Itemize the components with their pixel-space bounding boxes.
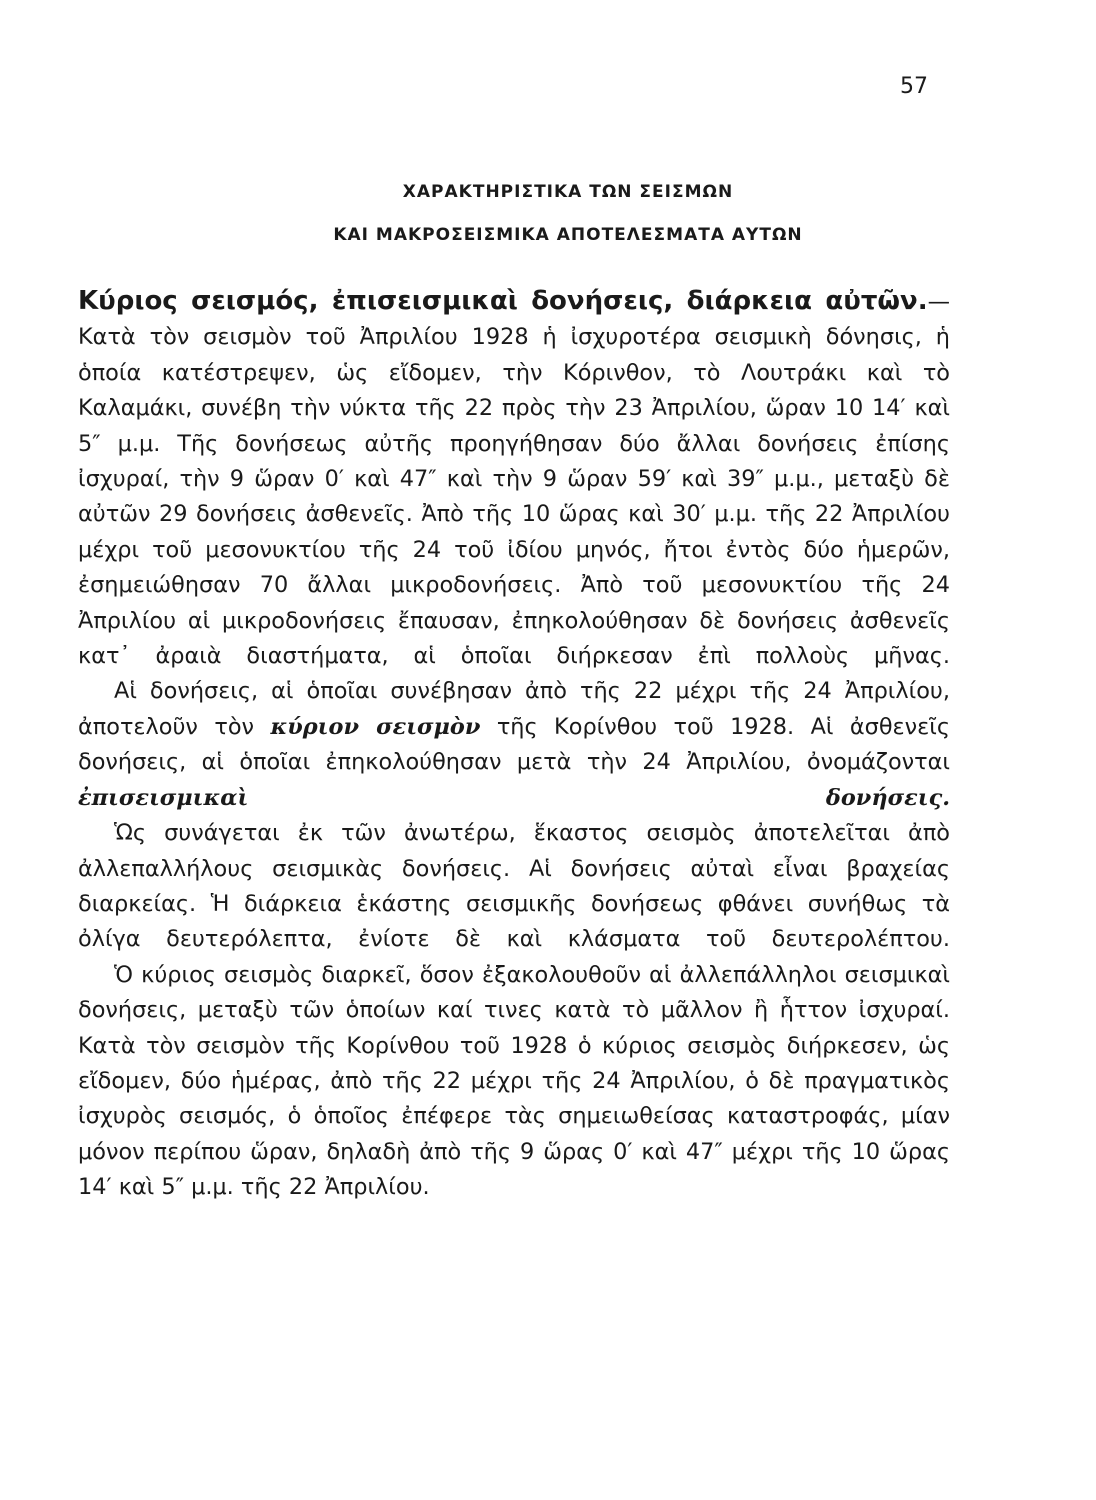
paragraph-2-part1: Αἱ δονήσεις, αἱ ὁποῖαι συνέβησαν ἀπὸ τῆς 22 μέχρι τῆς 24 Ἀπριλίου, ἀποτελοῦν τὸν [78,678,950,740]
paragraph-4: Ὁ κύριος σεισμὸς διαρκεῖ, ὅσον ἐξακολουθοῦν αἱ ἀλλεπάλληλοι σεισμικαὶ δονήσεις, μεταξὺ τῶν ὁποίων καί τινες κατὰ τὸ μᾶλλον ἢ ἧττον ἰσχυραί. Κατὰ τὸν σεισμὸν τῆς Κορίνθου τοῦ 1928 ὁ κύριος σεισμὸς διήρκεσεν, ὡς εἴδομεν, δύο ἡμέρας, ἀπὸ τῆς 22 μέχρι τῆς 24 Ἀπριλίου, ὁ δὲ πραγματικὸς ἰσχυρὸς σεισμός, ὁ ὁποῖος ἐπέφερε τὰς σημειωθείσας καταστροφάς, μίαν μόνον περίπου ὥραν, δηλαδὴ ἀπὸ τῆς 9 ὥρας 0′ καὶ 47″ μέχρι τῆς 10 ὥρας 14′ καὶ 5″ μ.μ. τῆς 22 Ἀπριλίου. [78,961,950,1201]
paragraph-1-text: — Κατὰ τὸν σεισμὸν τοῦ Ἀπριλίου 1928 ἡ ἰσχυροτέρα σεισμικὴ δόνησις, ἡ ὁποία κατέστρεψεν, ὡς εἴδομεν, τὴν Κόρινθον, τὸ Λουτράκι καὶ τὸ Καλαμάκι, συνέβη τὴν νύκτα τῆς 22 πρὸς τὴν 23 Ἀπριλίου, ὥραν 10 14′ καὶ 5″ μ.μ. Τῆς δονήσεως αὐτῆς προηγήθησαν δύο ἄλλαι δονήσεις ἐπίσης ἰσχυραί, τὴν 9 ὥραν 0′ καὶ 47″ καὶ τὴν 9 ὥραν 59′ καὶ 39″ μ.μ., μεταξὺ δὲ αὐτῶν 29 δονήσεις ἀσθενεῖς. Ἀπὸ τῆς 10 ὥρας καὶ 30′ μ.μ. τῆς 22 Ἀπριλίου μέχρι τοῦ μεσονυκτίου τῆς 24 τοῦ ἰδίου μηνός, ἤτοι ἐντὸς δύο ἡμερῶν, ἐσημειώθησαν 70 ἄλλαι μικροδονήσεις. Ἀπὸ τοῦ μεσονυκτίου τῆς 24 Ἀπριλίου αἱ μικροδονήσεις ἔπαυσαν, ἐπηκολούθησαν δὲ δονήσεις ἀσθενεῖς κατ᾽ ἀραιὰ διαστήματα, αἱ ὁποῖαι διήρκεσαν ἐπὶ πολλοὺς μῆνας. [78,289,950,670]
paragraph-2-part2: τῆς Κορίνθου τοῦ 1928. Αἱ ἀσθενεῖς δονήσεις, αἱ ὁποῖαι ἐπηκολούθησαν μετὰ τὴν 24 Ἀπριλίου, ὀνομάζονται [78,713,950,776]
term-main-earthquake: κύριον σεισμὸν [270,713,481,740]
page-number: 57 [900,74,928,99]
body-text [78,284,950,1206]
chapter-heading-line2: ΚΑΙ ΜΑΚΡΟΣΕΙΣΜΙΚΑ ΑΠΟΤΕΛΕΣΜΑΤΑ ΑΥΤΩΝ [333,225,803,245]
section-lead: Κύριος σεισμός, ἐπισεισμικαὶ δονήσεις, διάρκεια αὐτῶν. [78,286,928,316]
chapter-heading-line1: ΧΑΡΑΚΤΗΡΙΣΤΙΚΑ ΤΩΝ ΣΕΙΣΜΩΝ [402,182,734,202]
term-aftershocks: ἐπισεισμικαὶ δονήσεις. [78,784,950,811]
paragraph-2 [78,674,950,816]
paragraph-1 [78,284,950,674]
paragraph-3: Ὡς συνάγεται ἐκ τῶν ἀνωτέρω, ἕκαστος σεισμὸς ἀποτελεῖται ἀπὸ ἀλλεπαλλήλους σεισμικὰς δονήσεις. Αἱ δονήσεις αὐταὶ εἶναι βραχείας διαρκείας. Ἡ διάρκεια ἑκάστης σεισμικῆς δονήσεως φθάνει συνήθως τὰ ὀλίγα δευτερόλεπτα, ἐνίοτε δὲ καὶ κλάσματα τοῦ δευτερολέπτου. [78,820,950,953]
